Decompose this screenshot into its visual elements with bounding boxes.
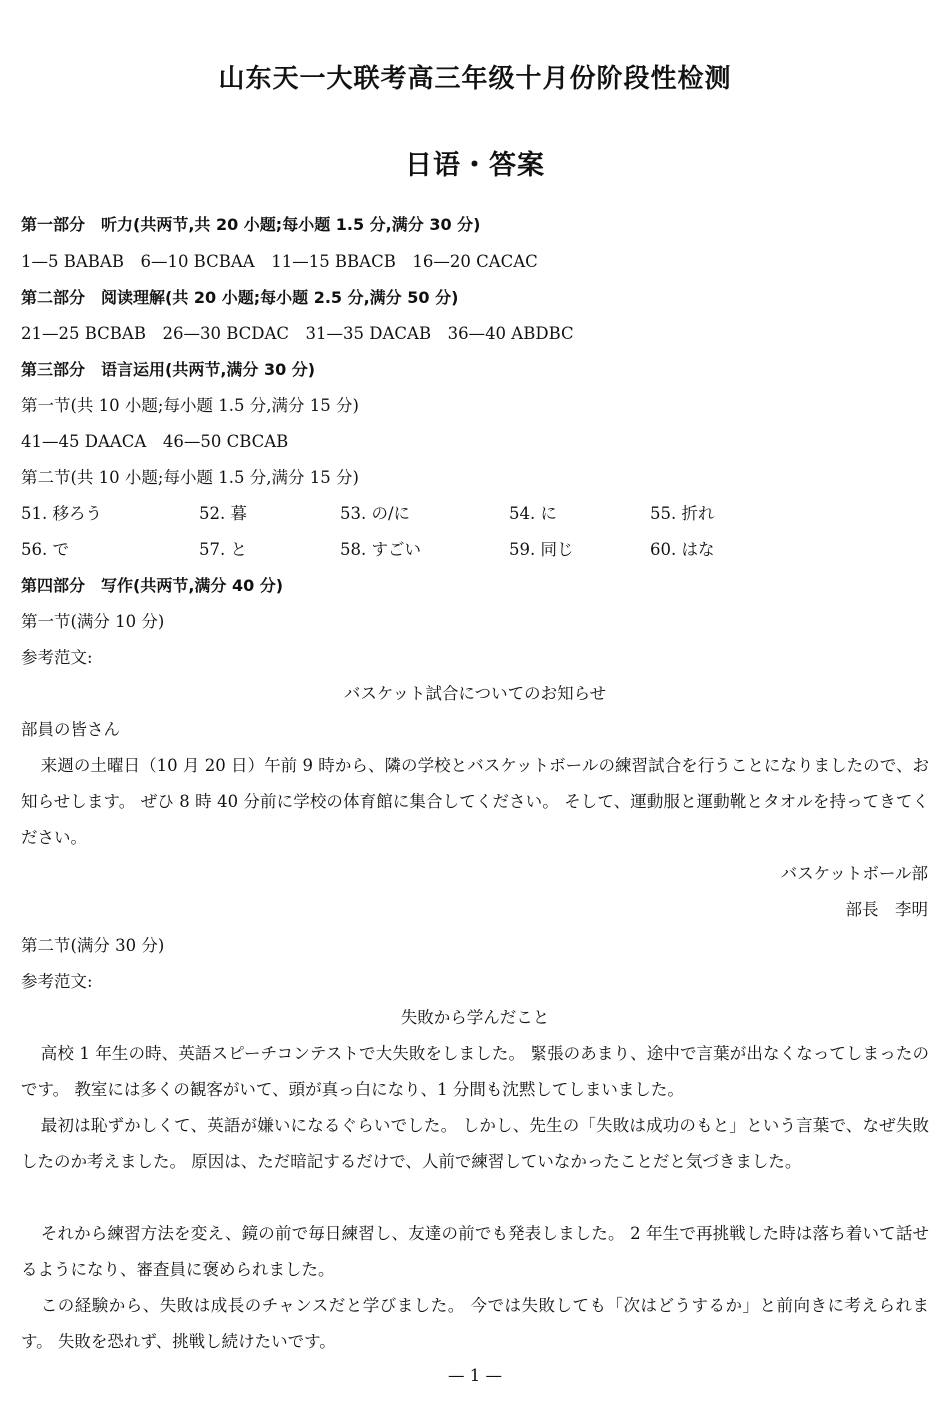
document-subtitle: 日语・答案 [405,150,545,181]
part1-heading: 第一部分 听力(共两节,共 20 小题;每小题 1.5 分,满分 30 分) [21,215,481,234]
fill-answer: 51. 移ろう [21,504,102,523]
fill-answer: 56. で [21,540,69,559]
essay-title: 失敗から学んだこと [400,1008,550,1027]
essay-paragraph: 高校 1 年生の時、英語スピーチコンテストで大失敗をしました。 緊張のあまり、途中で言葉が出なくなってしまったのです。 教室には多くの観客がいて、頭が真っ白になり、1 分間も沈黙してしまいました。 [21,1044,929,1099]
notice-greeting: 部員の皆さん [21,720,120,739]
part1-answers: 1—5 BABAB 6—10 BCBAA 11—15 BBACB 16—20 CACAC [21,252,538,271]
fill-answer: 58. すごい [340,540,421,559]
part2-heading: 第二部分 阅读理解(共 20 小题;每小题 2.5 分,满分 50 分) [21,288,459,307]
essay-paragraph: この経験から、失敗は成長のチャンスだと学びました。 今では失敗しても「次はどうするか」と前向きに考えられます。 失敗を恐れず、挑戦し続けたいです。 [21,1296,929,1351]
part3-section1-answers: 41—45 DAACA 46—50 CBCAB [21,432,289,451]
part3-section2-heading: 第二节(共 10 小题;每小题 1.5 分,满分 15 分) [21,468,359,487]
part3-heading: 第三部分 语言运用(共两节,满分 30 分) [21,360,316,379]
fill-answer: 55. 折れ [650,504,715,523]
essay-paragraph: 最初は恥ずかしくて、英語が嫌いになるぐらいでした。 しかし、先生の「失敗は成功のもと」という言葉で、なぜ失敗したのか考えました。 原因は、ただ暗記するだけで、人前で練習していなかったことだと気づきました。 [21,1116,929,1171]
notice-title: バスケット試合についてのお知らせ [343,684,607,703]
notice-sign-name: 部長 李明 [845,900,928,919]
notice-sign-club: バスケットボール部 [780,864,928,883]
essay-paragraph: それから練習方法を変え、鏡の前で毎日練習し、友達の前でも発表しました。 2 年生で再挑戦した時は落ち着いて話せるようになり、審査員に褒められました。 [21,1224,929,1279]
part2-answers: 21—25 BCBAB 26—30 BCDAC 31—35 DACAB 36—40 ABDBC [21,324,574,343]
fill-answer: 52. 暮 [199,504,247,523]
fill-answer: 60. はな [650,540,715,559]
part4-heading: 第四部分 写作(共两节,满分 40 分) [21,576,284,595]
fill-answer: 59. 同じ [509,540,574,559]
part4-section1-heading: 第一节(满分 10 分) [21,612,165,631]
fill-answer: 53. の/に [340,504,411,523]
document-title: 山东天一大联考高三年级十月份阶段性检测 [218,64,732,94]
part4-section2-heading: 第二节(满分 30 分) [21,936,165,955]
reference-label: 参考范文: [21,972,93,991]
part3-section1-heading: 第一节(共 10 小题;每小题 1.5 分,满分 15 分) [21,396,359,415]
page-number: — 1 — [448,1366,502,1385]
fill-answer: 54. に [509,504,557,523]
notice-body: 来週の土曜日（10 月 20 日）午前 9 時から、隣の学校とバスケットボールの練習試合を行うことになりましたので、お知らせします。 ぜひ 8 時 40 分前に学校の体育館に集合してください。 そして、運動服と運動靴とタオルを持ってきてください。 [21,756,929,847]
fill-answer: 57. と [199,540,247,559]
reference-label: 参考范文: [21,648,93,667]
